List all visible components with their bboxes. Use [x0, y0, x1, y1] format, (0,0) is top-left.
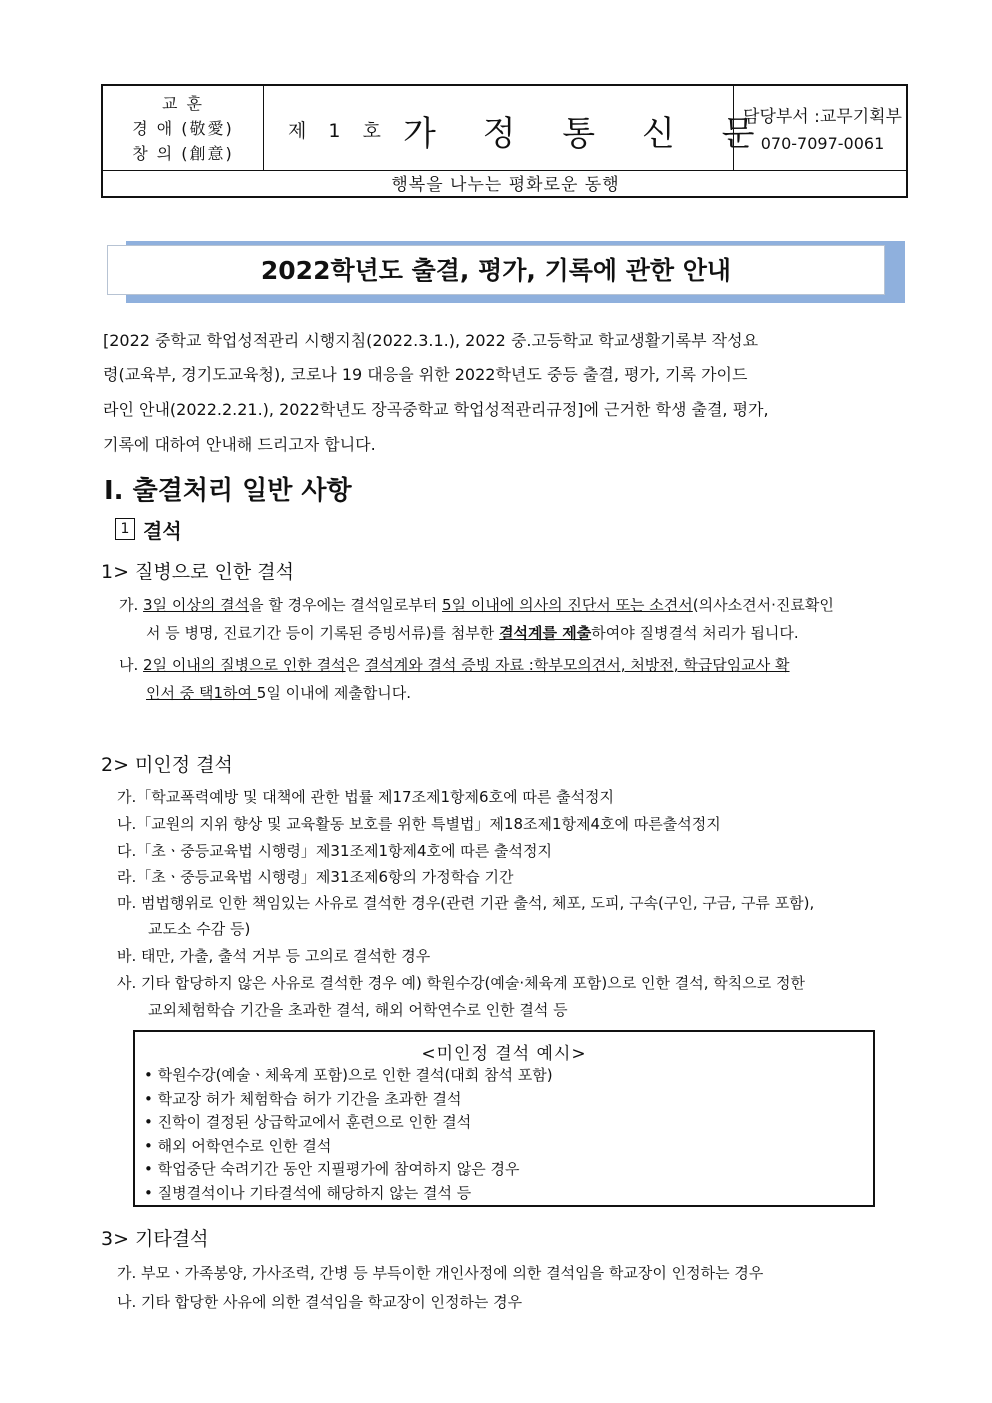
other-item: 나. 기타 합당한 사유에 의한 결석임을 학교장이 인정하는 경우 [117, 1293, 523, 1311]
illness-item-na-cont [146, 682, 411, 703]
banner-title: 2022학년도 출결, 평가, 기록에 관한 안내 [107, 245, 885, 295]
example-item: • 학업중단 숙려기간 동안 지필평가에 참여하지 않은 경우 [144, 1160, 520, 1178]
unauth-item: 가.「학교폭력예방 및 대책에 관한 법률 제17조제1항제6호에 따른 출석정지 [117, 788, 615, 806]
subsection-heading: 결석 [143, 519, 182, 543]
example-item: • 진학이 결정된 상급학교에서 훈련으로 인한 결석 [144, 1113, 472, 1131]
issue-number: 제 1 호 [288, 120, 389, 142]
unauth-item: 마. 범법행위로 인한 책임있는 사유로 결석한 경우(관련 기관 출석, 체포, 도피, 구속(구인, 구금, 구류 포함), [117, 894, 815, 912]
section-heading: Ⅰ. 출결처리 일반 사항 [104, 476, 352, 506]
header-table [101, 84, 908, 198]
emphasis-text: 결석계와 결석 증빙 자료 :학부모의견서, 처방전, 학급담임교사 확 [364, 656, 790, 674]
illness-item-na [119, 654, 790, 675]
unauth-item-cont: 교외체험학습 기간을 초과한 결석, 해외 어학연수로 인한 결석 등 [148, 1001, 568, 1019]
phone-number: 070-7097-0061 [760, 134, 885, 153]
unauth-item: 바. 태만, 가출, 출석 거부 등 고의로 결석한 경우 [117, 947, 431, 965]
intro-line: 기록에 대하여 안내해 드리고자 합니다. [103, 435, 376, 454]
department: 담당부서 :교무기획부 [743, 107, 902, 127]
example-item: • 학원수강(예술ㆍ체육계 포함)으로 인한 결석(대회 참석 포함) [144, 1066, 553, 1084]
emphasis-text: 2일 이내의 질병으로 인한 결석 [143, 656, 346, 674]
body-text: (의사소견서·진료확인 [692, 596, 834, 614]
emphasis-text: 3일 이상의 결석 [143, 596, 250, 614]
intro-line: 라인 안내(2022.2.21.), 2022학년도 장곡중학교 학업성적관리규정]에 근거한 학생 출결, 평가, [103, 400, 769, 419]
item-mark: 나. [119, 656, 139, 674]
unauth-heading: 2> 미인정 결석 [101, 754, 233, 776]
example-box-title: <미인정 결석 예시> [421, 1044, 587, 1064]
unauth-item-cont: 교도소 수감 등) [148, 920, 251, 938]
unauth-item: 다.「초ㆍ중등교육법 시행령」제31조제1항제4호에 따른 출석정지 [117, 842, 553, 860]
body-text: 5일 이내에 제출합니다. [256, 684, 412, 702]
newsletter-title: 가 정 통 신 문 [403, 114, 773, 154]
emphasis-text: 결석계를 제출 [499, 624, 592, 642]
unauth-item: 라.「초ㆍ중등교육법 시행령」제31조제6항의 가정학습 기간 [117, 868, 514, 886]
emphasis-text: 5일 이내에 의사의 진단서 또는 소견서 [442, 596, 693, 614]
intro-line: 령(교육부, 경기도교육청), 코로나 19 대응을 위한 2022학년도 중등 출결, 평가, 기록 가이드 [103, 365, 748, 384]
item-mark: 가. [119, 596, 139, 614]
illness-item-ga-cont [146, 622, 799, 643]
body-text: 은 [345, 656, 365, 674]
unauth-item: 나.「교원의 지위 향상 및 교육활동 보호를 위한 특별법」제18조제1항제4호에 따른출석정지 [117, 815, 721, 833]
intro-line: [2022 중학교 학업성적관리 시행지침(2022.3.1.), 2022 중.고등학교 학교생활기록부 작성요 [103, 331, 759, 350]
illness-item-ga [119, 594, 834, 615]
emphasis-text: 인서 중 택1하여 [146, 684, 257, 702]
example-item: • 해외 어학연수로 인한 결석 [144, 1136, 332, 1155]
motto-cell [103, 86, 264, 170]
slogan: 행복을 나누는 평화로운 동행 [103, 170, 908, 199]
other-heading: 3> 기타결석 [101, 1228, 209, 1250]
contact-cell [733, 86, 909, 170]
motto-line: 교 훈 [162, 94, 204, 113]
example-box [133, 1030, 875, 1207]
other-item: 가. 부모ㆍ가족봉양, 가사조력, 간병 등 부득이한 개인사정에 의한 결석임을 학교장이 인정하는 경우 [117, 1264, 764, 1282]
body-text: 서 등 병명, 진료기간 등이 기록된 증빙서류)를 첨부한 [146, 624, 500, 642]
example-item: • 질병결석이나 기타결석에 해당하지 않는 결석 등 [144, 1183, 472, 1202]
illness-heading: 1> 질병으로 인한 결석 [101, 561, 294, 583]
motto-line: 창 의 (創意) [132, 144, 234, 163]
example-item: • 학교장 허가 체험학습 허가 기간을 초과한 결석 [144, 1089, 462, 1108]
motto-line: 경 애 (敬愛) [132, 119, 234, 138]
body-text: 을 할 경우에는 결석일로부터 [249, 596, 443, 614]
body-text: 하여야 질병결석 처리가 됩니다. [591, 624, 799, 642]
unauth-item: 사. 기타 합당하지 않은 사유로 결석한 경우 예) 학원수강(예술·체육계 포함)으로 인한 결석, 학칙으로 정한 [117, 974, 805, 992]
number-box: 1 [115, 518, 135, 540]
